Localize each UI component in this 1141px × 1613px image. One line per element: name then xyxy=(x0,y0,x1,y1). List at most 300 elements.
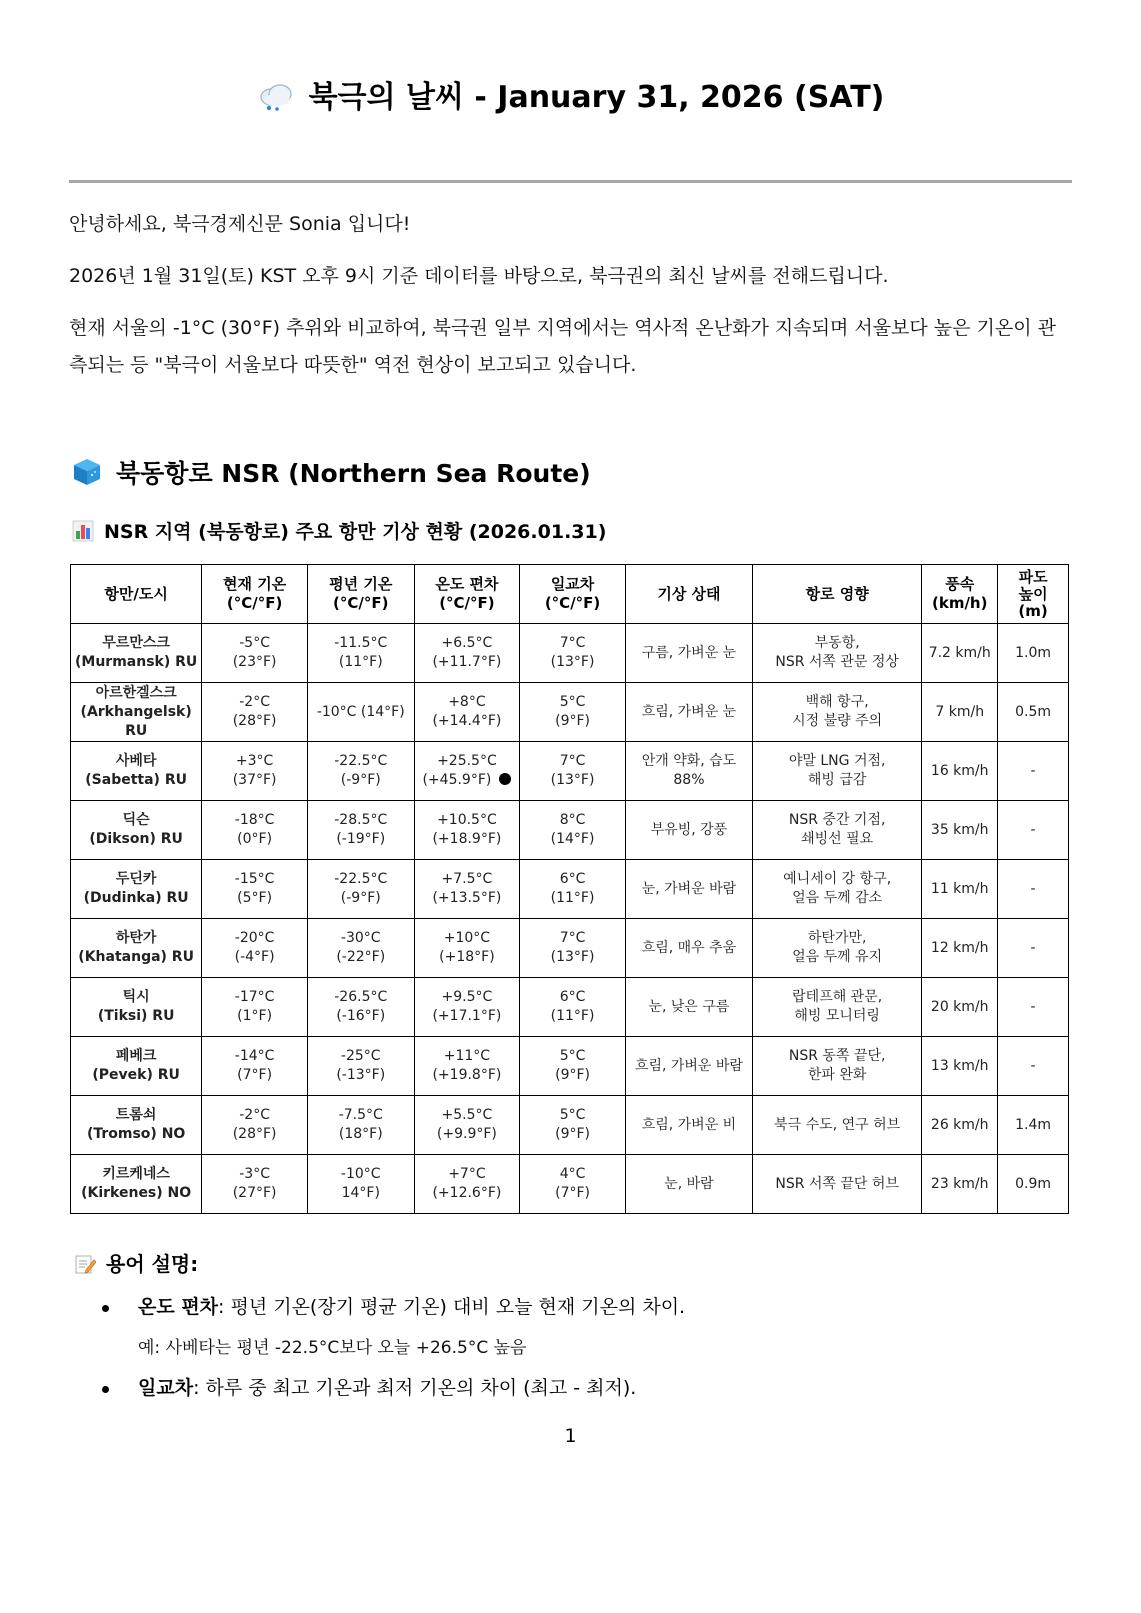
city-cell-line: (Pevek) RU xyxy=(92,1067,180,1083)
column-header xyxy=(998,565,1069,624)
deviation-cell-line: +5.5°C xyxy=(441,1107,493,1123)
current-temp-cell-line: (28°F) xyxy=(232,1126,277,1142)
city-cell-line: (Dudinka) RU xyxy=(83,890,189,906)
city-cell xyxy=(71,1096,202,1155)
daily-range-cell-line: (7°F) xyxy=(555,1185,590,1201)
wave-height-cell xyxy=(998,1155,1069,1214)
deviation-cell-line: +7.5°C xyxy=(441,871,493,887)
weather-cell xyxy=(625,919,752,978)
wave-height-cell xyxy=(998,978,1069,1037)
normal-temp-cell-line: -10°C xyxy=(340,1166,381,1182)
normal-temp-cell-line: (-22°F) xyxy=(336,949,386,965)
route-impact-cell xyxy=(753,1096,922,1155)
column-header-line: 항만/도시 xyxy=(104,584,168,603)
daily-range-cell-line: 7°C xyxy=(559,753,586,769)
wind-speed-cell-value: 11 km/h xyxy=(930,880,989,897)
wave-height-cell xyxy=(998,683,1069,742)
current-temp-cell xyxy=(202,1037,308,1096)
column-header xyxy=(520,565,626,624)
wave-height-cell-value: 1.0m xyxy=(1015,644,1052,661)
deviation-cell-line: (+11.7°F) xyxy=(432,654,502,670)
deviation-cell xyxy=(414,1155,520,1214)
current-temp-cell-line: (-4°F) xyxy=(234,949,275,965)
normal-temp-cell-line: (-19°F) xyxy=(336,831,386,847)
normal-temp-cell xyxy=(307,1096,414,1155)
table-row xyxy=(71,1037,1069,1096)
daily-range-cell-line: (11°F) xyxy=(550,1008,595,1024)
wave-height-cell-value: 0.9m xyxy=(1015,1175,1052,1192)
memo-icon xyxy=(74,1253,96,1275)
normal-temp-cell xyxy=(307,860,414,919)
normal-temp-cell xyxy=(307,1037,414,1096)
weather-cell-line: 눈, 가벼운 바람 xyxy=(641,880,737,897)
city-cell xyxy=(71,860,202,919)
weather-cell-line: 눈, 낮은 구름 xyxy=(648,998,730,1015)
weather-cell xyxy=(625,801,752,860)
normal-temp-cell-line: -26.5°C xyxy=(334,989,388,1005)
column-header-line: 풍속 xyxy=(945,575,975,593)
city-cell-line: 딕슨 xyxy=(122,812,150,828)
route-impact-cell-line: 한파 완화 xyxy=(807,1067,867,1083)
daily-range-cell-line: 6°C xyxy=(559,871,586,887)
normal-temp-cell-line: (-9°F) xyxy=(340,890,381,906)
route-impact-cell-line: 시정 불량 주의 xyxy=(792,713,883,729)
intro-data-basis: 2026년 1월 31일(토) KST 오후 9시 기준 데이터를 바탕으로, 북극권의 최신 날씨를 전해드립니다. xyxy=(69,265,889,287)
daily-range-cell xyxy=(520,919,626,978)
city-cell-line: (Tromso) NO xyxy=(86,1126,186,1142)
page-title-text: 북극의 날씨 - January 31, 2026 (SAT) xyxy=(308,80,885,115)
page-number: 1 xyxy=(564,1425,577,1447)
port-weather-table xyxy=(70,564,1069,1214)
column-header xyxy=(307,565,414,624)
city-cell xyxy=(71,683,202,742)
current-temp-cell xyxy=(202,742,308,801)
daily-range-cell-line: (13°F) xyxy=(550,772,595,788)
current-temp-cell xyxy=(202,1096,308,1155)
city-cell-line: 아르한겔스크 xyxy=(95,684,177,701)
wind-speed-cell xyxy=(922,742,998,801)
section-heading xyxy=(72,456,591,492)
table-row xyxy=(71,860,1069,919)
terms-heading xyxy=(74,1249,198,1279)
weather-cell-line: 88% xyxy=(673,772,705,788)
current-temp-cell-line: -14°C xyxy=(234,1048,275,1064)
normal-temp-cell xyxy=(307,978,414,1037)
current-temp-cell xyxy=(202,683,308,742)
table-row xyxy=(71,978,1069,1037)
weather-cell xyxy=(625,1096,752,1155)
current-temp-cell-line: (28°F) xyxy=(232,713,277,729)
weather-cell-line: 안개 약화, 습도 xyxy=(641,753,737,769)
city-cell-line: 틱시 xyxy=(122,989,150,1005)
daily-range-cell-line: (9°F) xyxy=(555,1067,590,1083)
wave-height-cell xyxy=(998,1037,1069,1096)
wind-speed-cell xyxy=(922,1155,998,1214)
column-header-line: 일교차 xyxy=(550,575,595,593)
city-cell-line: (Dikson) RU xyxy=(89,831,183,847)
deviation-cell-line: (+18°F) xyxy=(439,949,495,965)
term-name: 온도 편차 xyxy=(138,1296,219,1318)
column-header-line: 기상 상태 xyxy=(657,584,721,603)
black-circle-icon xyxy=(499,773,511,785)
route-impact-cell-line: NSR 동쪽 끝단, xyxy=(788,1048,886,1064)
intro-comparison: 현재 서울의 -1°C (30°F) 추위와 비교하여, 북극권 일부 지역에서는 역사적 온난화가 지속되며 서울보다 높은 기온이 관측되는 등 "북극이 서울보다 따뜻한" 역전 현상이 보고되고 있습니다. xyxy=(69,317,1056,376)
city-cell xyxy=(71,624,202,683)
route-impact-cell xyxy=(753,978,922,1037)
normal-temp-cell-line: (-13°F) xyxy=(336,1067,386,1083)
column-header-line: 온도 편차 xyxy=(435,575,499,593)
deviation-cell-line: (+9.9°F) xyxy=(436,1126,497,1142)
current-temp-cell-line: -2°C xyxy=(239,1107,270,1123)
deviation-cell-line: (+12.6°F) xyxy=(432,1185,502,1201)
wind-speed-cell-value: 20 km/h xyxy=(930,998,989,1015)
route-impact-cell xyxy=(753,742,922,801)
table-row xyxy=(71,1155,1069,1214)
column-header-line: 현재 기온 xyxy=(223,575,287,593)
route-impact-cell-line: 야말 LNG 거점, xyxy=(788,753,886,769)
column-header xyxy=(625,565,752,624)
wind-speed-cell xyxy=(922,801,998,860)
ice-cube-icon xyxy=(72,457,102,487)
current-temp-cell-line: (27°F) xyxy=(232,1185,277,1201)
weather-cell xyxy=(625,860,752,919)
city-cell-line: (Tiksi) RU xyxy=(97,1008,175,1024)
table-heading-text: NSR 지역 (북동항로) 주요 항만 기상 현황 (2026.01.31) xyxy=(104,521,607,543)
table-row xyxy=(71,742,1069,801)
deviation-cell-line: +8°C xyxy=(448,694,486,710)
deviation-cell-line: (+19.8°F) xyxy=(432,1067,502,1083)
column-header-line: (°C/°F) xyxy=(544,594,601,612)
daily-range-cell-line: 5°C xyxy=(559,1107,586,1123)
table-row xyxy=(71,1096,1069,1155)
city-cell-line: 하탄가 xyxy=(115,930,157,946)
daily-range-cell-line: 5°C xyxy=(559,1048,586,1064)
normal-temp-cell xyxy=(307,801,414,860)
daily-range-cell-line: 8°C xyxy=(559,812,586,828)
deviation-cell-line: (+14.4°F) xyxy=(432,713,502,729)
current-temp-cell-line: (7°F) xyxy=(237,1067,273,1083)
weather-cell xyxy=(625,1037,752,1096)
current-temp-cell-line: -3°C xyxy=(239,1166,270,1182)
term-description: : 하루 중 최고 기온과 최저 기온의 차이 (최고 - 최저). xyxy=(193,1377,637,1399)
city-cell-line: 키르케네스 xyxy=(102,1166,170,1182)
wind-speed-cell-value: 7 km/h xyxy=(935,703,985,720)
city-cell xyxy=(71,801,202,860)
weather-cell-line: 흐림, 가벼운 바람 xyxy=(634,1057,743,1074)
city-cell xyxy=(71,1037,202,1096)
route-impact-cell xyxy=(753,801,922,860)
normal-temp-cell-line: -11.5°C xyxy=(334,635,388,651)
current-temp-cell-line: (5°F) xyxy=(237,890,273,906)
weather-cell xyxy=(625,683,752,742)
deviation-cell-line: +11°C xyxy=(443,1048,491,1064)
column-header-line: (°C/°F) xyxy=(226,594,283,612)
term-name: 일교차 xyxy=(138,1377,194,1399)
current-temp-cell-line: -15°C xyxy=(234,871,275,887)
deviation-cell-line: (+17.1°F) xyxy=(432,1008,502,1024)
column-header xyxy=(414,565,520,624)
route-impact-cell-line: 예니세이 강 항구, xyxy=(783,871,892,887)
wave-height-cell-value: - xyxy=(1030,762,1036,779)
deviation-cell-line: (+45.9°F) xyxy=(422,772,492,788)
wave-height-cell xyxy=(998,742,1069,801)
wind-speed-cell xyxy=(922,860,998,919)
current-temp-cell-line: -5°C xyxy=(239,635,270,651)
wave-height-cell-value: - xyxy=(1030,880,1036,897)
current-temp-cell-line: (37°F) xyxy=(232,772,277,788)
daily-range-cell-line: (9°F) xyxy=(555,1126,590,1142)
wave-height-cell-value: - xyxy=(1030,821,1036,838)
wave-height-cell xyxy=(998,919,1069,978)
city-cell-line: 사베타 xyxy=(115,753,157,769)
column-header xyxy=(71,565,202,624)
deviation-cell xyxy=(414,742,520,801)
wave-height-cell-value: - xyxy=(1030,998,1036,1015)
weather-cell-line: 흐림, 가벼운 비 xyxy=(641,1116,737,1133)
term-description: : 평년 기온(장기 평균 기온) 대비 오늘 현재 기온의 차이. xyxy=(218,1296,686,1318)
deviation-cell-line: +7°C xyxy=(448,1166,486,1182)
deviation-cell-line: +10.5°C xyxy=(437,812,497,828)
table-row xyxy=(71,919,1069,978)
horizontal-rule xyxy=(69,180,1072,183)
column-header-line: 평년 기온 xyxy=(329,575,393,593)
route-impact-cell-line: 해빙 급감 xyxy=(807,772,867,788)
cloud-snow-icon xyxy=(257,81,295,111)
wind-speed-cell-value: 26 km/h xyxy=(930,1116,989,1133)
route-impact-cell-line: 북극 수도, 연구 허브 xyxy=(774,1116,901,1133)
header-row xyxy=(71,565,1069,624)
daily-range-cell-line: 7°C xyxy=(559,635,586,651)
daily-range-cell-line: 7°C xyxy=(559,930,586,946)
wind-speed-cell-value: 13 km/h xyxy=(930,1057,989,1074)
route-impact-cell-line: 부동항, xyxy=(814,635,860,651)
terms-heading-text: 용어 설명: xyxy=(106,1252,199,1276)
column-header-line: 높이 xyxy=(1018,584,1048,603)
term-example: 예: 사베타는 평년 -22.5°C보다 오늘 +26.5°C 높음 xyxy=(138,1338,527,1358)
weather-cell-line: 구름, 가벼운 눈 xyxy=(641,644,737,661)
weather-cell-line: 흐림, 매우 추움 xyxy=(641,939,737,956)
page-title xyxy=(0,76,1141,120)
column-header xyxy=(753,565,922,624)
current-temp-cell-line: (0°F) xyxy=(237,831,273,847)
weather-cell-line: 흐림, 가벼운 눈 xyxy=(641,703,737,720)
deviation-cell xyxy=(414,1096,520,1155)
normal-temp-cell-line: -22.5°C xyxy=(334,753,388,769)
daily-range-cell-line: 6°C xyxy=(559,989,586,1005)
daily-range-cell-line: (13°F) xyxy=(550,949,595,965)
normal-temp-cell-line: -28.5°C xyxy=(334,812,388,828)
normal-temp-cell-line: -30°C xyxy=(340,930,381,946)
wave-height-cell-value: - xyxy=(1030,939,1036,956)
deviation-cell xyxy=(414,624,520,683)
section-heading-text: 북동항로 NSR (Northern Sea Route) xyxy=(116,459,591,488)
weather-cell xyxy=(625,978,752,1037)
deviation-cell-line: +6.5°C xyxy=(441,635,493,651)
wind-speed-cell xyxy=(922,683,998,742)
current-temp-cell xyxy=(202,860,308,919)
route-impact-cell xyxy=(753,624,922,683)
current-temp-cell-line: -17°C xyxy=(234,989,275,1005)
wind-speed-cell-value: 23 km/h xyxy=(930,1175,989,1192)
current-temp-cell xyxy=(202,919,308,978)
normal-temp-cell-line: -10°C (14°F) xyxy=(316,703,405,720)
normal-temp-cell-line: 14°F) xyxy=(341,1185,380,1201)
weather-cell xyxy=(625,1155,752,1214)
daily-range-cell xyxy=(520,1155,626,1214)
route-impact-cell xyxy=(753,1037,922,1096)
daily-range-cell xyxy=(520,1096,626,1155)
city-cell xyxy=(71,742,202,801)
daily-range-cell xyxy=(520,1037,626,1096)
wind-speed-cell xyxy=(922,919,998,978)
deviation-cell xyxy=(414,801,520,860)
normal-temp-cell xyxy=(307,919,414,978)
daily-range-cell xyxy=(520,683,626,742)
wind-speed-cell xyxy=(922,1096,998,1155)
bullet-dot xyxy=(102,1386,109,1393)
current-temp-cell-line: -2°C xyxy=(239,694,270,710)
bar-chart-icon xyxy=(72,520,94,542)
column-header xyxy=(202,565,308,624)
deviation-cell xyxy=(414,1037,520,1096)
route-impact-cell-line: 해빙 모니터링 xyxy=(794,1008,880,1024)
column-header-line: (km/h) xyxy=(931,594,988,612)
daily-range-cell xyxy=(520,860,626,919)
city-cell xyxy=(71,919,202,978)
route-impact-cell xyxy=(753,919,922,978)
daily-range-cell xyxy=(520,624,626,683)
city-cell-line: (Arkhangelsk) RU xyxy=(80,703,192,739)
daily-range-cell-line: 5°C xyxy=(559,694,586,710)
wind-speed-cell xyxy=(922,624,998,683)
route-impact-cell xyxy=(753,1155,922,1214)
normal-temp-cell xyxy=(307,624,414,683)
deviation-cell-line: +9.5°C xyxy=(441,989,493,1005)
current-temp-cell xyxy=(202,624,308,683)
normal-temp-cell xyxy=(307,683,414,742)
deviation-cell xyxy=(414,683,520,742)
normal-temp-cell-line: (-16°F) xyxy=(336,1008,386,1024)
city-cell xyxy=(71,978,202,1037)
current-temp-cell-line: -20°C xyxy=(234,930,275,946)
normal-temp-cell-line: -7.5°C xyxy=(338,1107,383,1123)
normal-temp-cell-line: -22.5°C xyxy=(334,871,388,887)
daily-range-cell-line: (13°F) xyxy=(550,654,595,670)
city-cell-line: (Kirkenes) NO xyxy=(81,1185,192,1201)
weather-cell xyxy=(625,624,752,683)
route-impact-cell-line: NSR 서쪽 관문 정상 xyxy=(775,654,899,670)
wave-height-cell-value: - xyxy=(1030,1057,1036,1074)
table-heading xyxy=(72,518,606,546)
normal-temp-cell xyxy=(307,1155,414,1214)
wind-speed-cell-value: 16 km/h xyxy=(930,762,989,779)
wind-speed-cell xyxy=(922,1037,998,1096)
table-row xyxy=(71,624,1069,683)
wave-height-cell xyxy=(998,860,1069,919)
current-temp-cell-line: (23°F) xyxy=(232,654,277,670)
deviation-cell-line: +25.5°C xyxy=(437,753,497,769)
normal-temp-cell-line: (18°F) xyxy=(338,1126,383,1142)
wave-height-cell-value: 0.5m xyxy=(1015,703,1052,720)
city-cell-line: (Khatanga) RU xyxy=(78,949,194,965)
wind-speed-cell-value: 35 km/h xyxy=(930,821,989,838)
daily-range-cell xyxy=(520,801,626,860)
table-row xyxy=(71,683,1069,742)
wind-speed-cell xyxy=(922,978,998,1037)
normal-temp-cell-line: (11°F) xyxy=(338,654,383,670)
bullet-dot xyxy=(102,1305,109,1312)
table-header xyxy=(71,565,1069,624)
weather-cell-line: 눈, 바람 xyxy=(664,1175,714,1192)
column-header-line: (°C/°F) xyxy=(439,594,495,612)
column-header-line: 항로 영향 xyxy=(805,584,869,603)
deviation-cell xyxy=(414,978,520,1037)
wave-height-cell xyxy=(998,801,1069,860)
city-cell xyxy=(71,1155,202,1214)
deviation-cell xyxy=(414,919,520,978)
current-temp-cell xyxy=(202,1155,308,1214)
deviation-cell-line-wrap xyxy=(417,771,518,790)
deviation-cell-line: (+18.9°F) xyxy=(432,831,502,847)
wave-height-cell xyxy=(998,624,1069,683)
normal-temp-cell-line: -25°C xyxy=(340,1048,381,1064)
wind-speed-cell-value: 12 km/h xyxy=(930,939,989,956)
route-impact-cell-line: NSR 서쪽 끝단 허브 xyxy=(775,1175,899,1192)
route-impact-cell xyxy=(753,860,922,919)
city-cell-line: (Murmansk) RU xyxy=(75,654,198,670)
daily-range-cell xyxy=(520,978,626,1037)
table-body xyxy=(71,624,1069,1214)
normal-temp-cell xyxy=(307,742,414,801)
daily-range-cell-line: 4°C xyxy=(559,1166,586,1182)
deviation-cell xyxy=(414,860,520,919)
weather-cell xyxy=(625,742,752,801)
city-cell-line: 트롬쇠 xyxy=(115,1107,157,1123)
daily-range-cell xyxy=(520,742,626,801)
column-header-line: (°C/°F) xyxy=(333,594,389,612)
table-row xyxy=(71,801,1069,860)
column-header xyxy=(922,565,998,624)
deviation-cell-line: (+13.5°F) xyxy=(432,890,502,906)
route-impact-cell-line: 얼음 두께 감소 xyxy=(792,890,883,906)
daily-range-cell-line: (9°F) xyxy=(555,713,590,729)
column-header-line: (m) xyxy=(1018,601,1048,620)
route-impact-cell-line: 랍테프해 관문, xyxy=(792,989,883,1005)
route-impact-cell-line: 쇄빙선 필요 xyxy=(801,831,874,847)
route-impact-cell-line: NSR 중간 기점, xyxy=(788,812,886,828)
current-temp-cell-line: (1°F) xyxy=(237,1008,273,1024)
wave-height-cell xyxy=(998,1096,1069,1155)
city-cell-line: (Sabetta) RU xyxy=(85,772,187,788)
route-impact-cell-line: 하탄가만, xyxy=(807,930,867,946)
weather-cell-line: 부유빙, 강풍 xyxy=(650,821,728,838)
wind-speed-cell-value: 7.2 km/h xyxy=(928,644,991,661)
daily-range-cell-line: (14°F) xyxy=(550,831,595,847)
city-cell-line: 두딘카 xyxy=(115,871,157,887)
current-temp-cell-line: +3°C xyxy=(235,753,274,769)
route-impact-cell xyxy=(753,683,922,742)
daily-range-cell-line: (11°F) xyxy=(550,890,595,906)
city-cell-line: 무르만스크 xyxy=(102,635,170,651)
current-temp-cell xyxy=(202,801,308,860)
route-impact-cell-line: 얼음 두께 유지 xyxy=(792,949,883,965)
city-cell-line: 페베크 xyxy=(115,1048,157,1064)
intro-greeting: 안녕하세요, 북극경제신문 Sonia 입니다! xyxy=(69,213,411,235)
normal-temp-cell-line: (-9°F) xyxy=(340,772,381,788)
wave-height-cell-value: 1.4m xyxy=(1015,1116,1052,1133)
current-temp-cell xyxy=(202,978,308,1037)
column-header-line: 파도 xyxy=(1018,567,1048,586)
